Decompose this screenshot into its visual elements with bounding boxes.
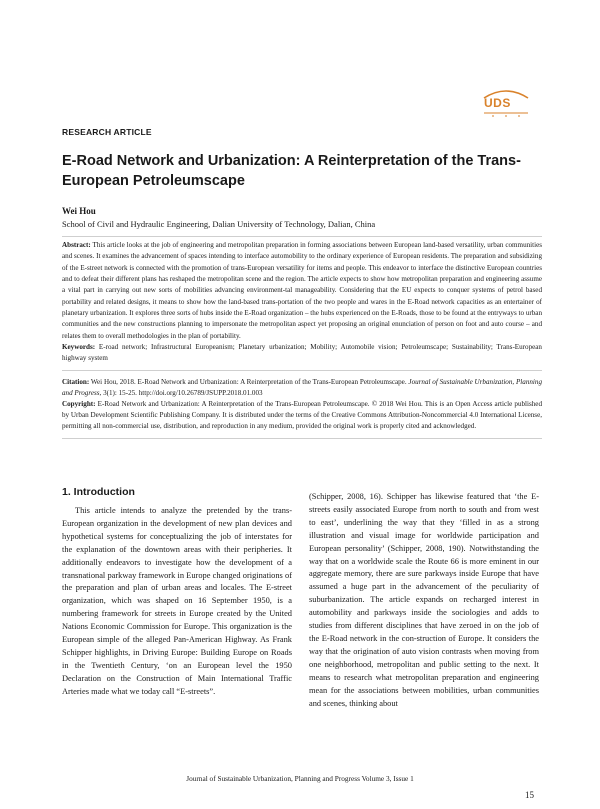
citation [62,377,542,399]
copyright [62,399,542,433]
abstract-label: Abstract: [62,241,91,249]
section-heading: 1. Introduction [62,486,135,498]
divider [62,236,542,237]
abstract-text: This article looks at the job of engineering and metropolitan preparation in forming associations between European land-based versatility, urban communities and scenes. It examines the advancement of spaces intending to interface automobility to the ordinary experience of European residents. The preparation and subsidizing of the E-street network is connected with the promotion of trans-European versatility for items and people. This endeavor to interface the distinctive European countries and to defeat their different plans has reshaped the metropolitan scene and the region. The article expects to show how metropolitan preparation and engineering assume a vital part in carrying out new sorts of mobilities advancing environment-tal manageability. Considering that the EU expects to conquer systems of petrol based portability and related designs, it means to show how the land-based trans-portation of the two people and wares in the E-Road network capacities as an entertainer of planetary urbanization. It explores three sorts of hubs inside the E-Road organization – the hubs experienced on the E-Roads, those to be found at the entryways to urban communities and the new constructions planning to impersonate the metropolitan aspect yet proposing an original enunciation of person on foot and auto course – and relates them to overall methodologies in the plan of portability. [62,241,542,340]
body-column-right: (Schipper, 2008, 16). Schipper has likewise featured that ‘the E-streets easily associated Europe from north to south and from west to east’, underlining the way that they ‘filled in as a strong illustration and visual image for worldwide participation and European personality’ (Schipper, 2008, 190). Notwithstanding the way that on a worldwide scale the Route 66 is more eminent in our aggregate memory, there are sure parkways inside Europe that have assumed a huge part in the advancement of the peculiarity of suburbanization. The article expands on recharged interest in automobility and parkways inside the sociologies and adds to studies from different disciplines that have zeroed in on the job of the E-Road network in the con-struction of Europe. It considers the way that the origination of auto vision contrasts when moving from one neighborhood, metropolitan and public setting to the next. It means to research what metropolitan preparation and engineering mean for the associations between mobilities, urban communities and scenes, thinking about [309,492,539,708]
citation-doi[interactable]: 3(1): 15-25. http://doi.org/10.26789/JSUPP.2018.01.003 [103,389,263,398]
publisher-logo [478,86,534,122]
divider [62,370,542,371]
article-title: E-Road Network and Urbanization: A Reinterpretation of the Trans-European Petroleumscape [62,153,521,189]
copyright-label: Copyright: [62,400,96,408]
divider [62,438,542,439]
citation-label: Citation: [62,378,90,386]
keywords [62,342,542,365]
keywords-text: E-road network; Infrastructural Europeanism; Planetary urbanization; Mobility; Automobile vision; Petroleumscape; Sustainability; Trans-European highway system [62,343,542,363]
author-name: Wei Hou [62,206,96,216]
keywords-label: Keywords: [62,343,96,351]
journal-footer: Journal of Sustainable Urbanization, Planning and Progress Volume 3, Issue 1 [186,774,414,783]
body-column-left: This article intends to analyze the pretended by the trans-European organization in the development of new plan devices and hypothetical systems for conceptualizing the job of interstates for the explanation of the downtown areas with their peripheries. It additionally endeavors to investigate how the development of a transnational parkway framework in Europe changed originations of the preparation and plan of urban areas and locales. The E-street organization, which was shaped on 16 September 1950, is a numbering framework for streets in Europe created by the United Nations Economic Commission for Europe. This organization is the European simple of the alleged Pan-American Highway. As Frank Schipper highlights, in Driving Europe: Building Europe on Roads in the Twentieth Century, ‘on an European level the 1950 Declaration on the Construction of Main International Traffic Arteries made what we today call “E-streets”. [62,506,292,696]
logo-text: UDS [484,96,511,110]
author-affiliation: School of Civil and Hydraulic Engineering, Dalian University of Technology, Dalian, China [62,219,376,229]
copyright-text: E-Road Network and Urbanization: A Reinterpretation of the Trans-European Petroleumscape. © 2018 Wei Hou. This is an Open Access article published by Urban Development Scientific Publishing Company. It is distributed under the terms of the Creative Commons Attribution-Noncommercial 4.0 International License, permitting all non-commercial use, distribution, and reproduction in any medium, provided the original work is properly cited and acknowledged. [62,400,542,431]
page-number: 15 [525,790,534,800]
article-type-label: RESEARCH ARTICLE [62,127,152,137]
citation-journal: Journal of Sustainable Urbanization, Planning and Progress, [62,378,542,398]
abstract [62,240,542,342]
citation-text: Wei Hou, 2018. E-Road Network and Urbanization: A Reinterpretation of the Trans-European Petroleumscape. [90,378,407,386]
